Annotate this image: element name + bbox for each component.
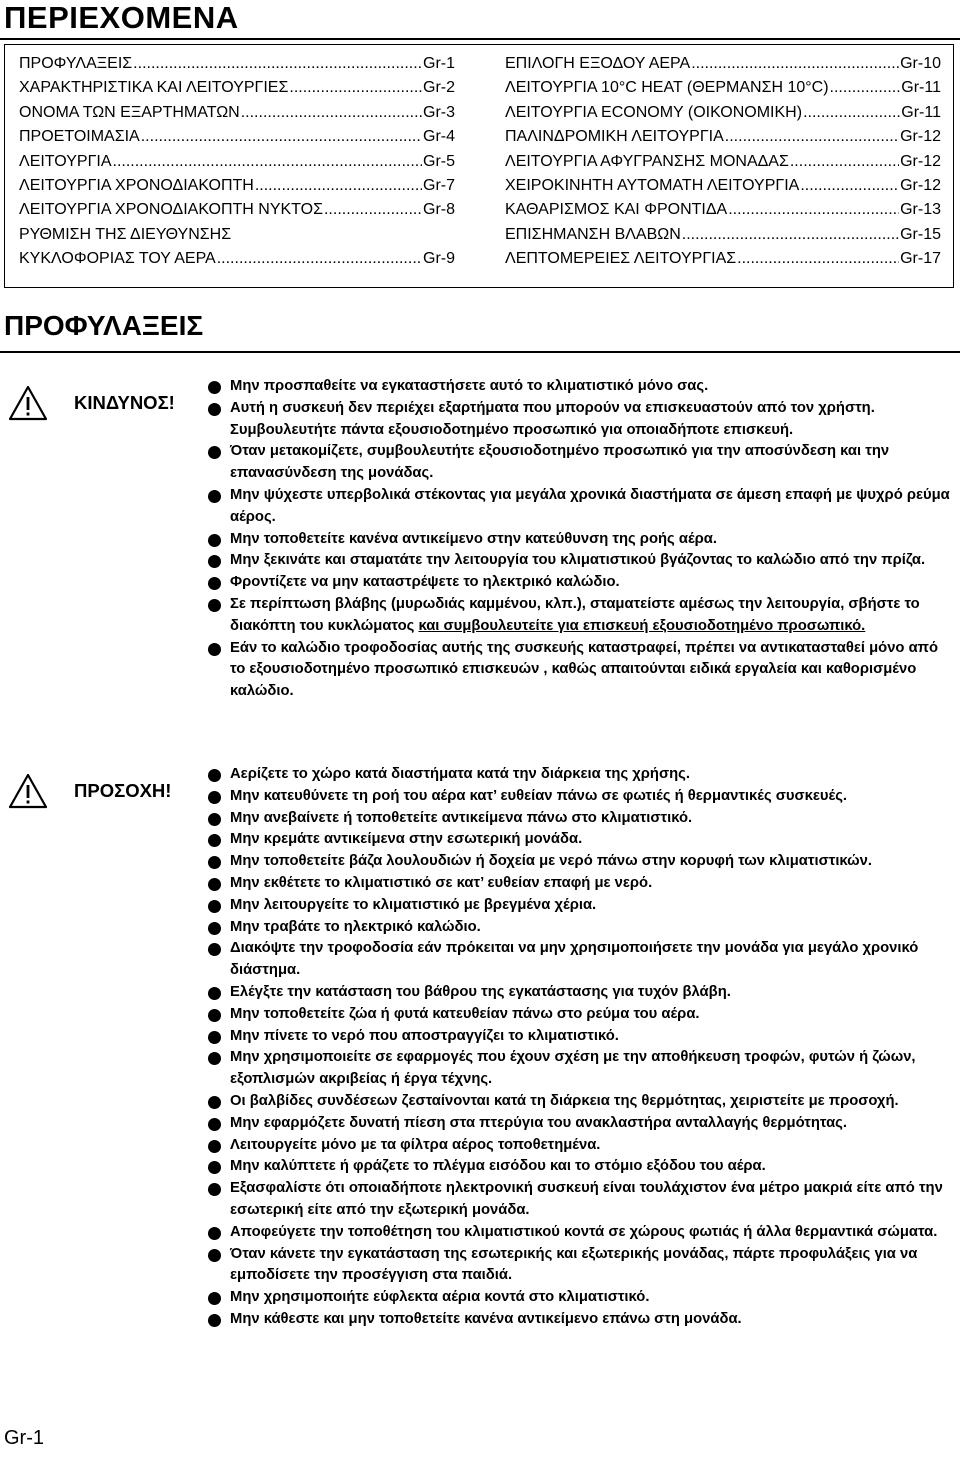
bullet-icon: [208, 943, 221, 956]
bullet-icon: [208, 834, 221, 847]
bullet-icon: [208, 1009, 221, 1022]
bullet-icon: [208, 1227, 221, 1240]
bullet-icon: [208, 922, 221, 935]
list-item: Εξασφαλίστε ότι οποιαδήποτε ηλεκτρονική συσκευή είναι τουλάχιστον ένα μέτρο μακριά είτε από την εσωτερική είτε από την εξωτερική μονάδα.: [208, 1178, 950, 1222]
bullet-icon: [208, 987, 221, 1000]
table-of-contents: [4, 44, 954, 288]
warning-triangle-icon: [8, 773, 48, 809]
list-item: Μην εφαρμόζετε δυνατή πίεση στα πτερύγια του ανακλαστήρα ανταλλαγής θερμότητας.: [208, 1113, 950, 1135]
list-item: Εάν το καλώδιο τροφοδοσίας αυτής της συσκευής καταστραφεί, πρέπει να αντικατασταθεί μόνο από το εξουσιοδοτημένο προσωπικό επισκευών , καθώς απαιτούνται ειδικά εργαλεία και καθορισμένο καλώδιο.: [208, 638, 950, 703]
toc-entry[interactable]: ΛΕΙΤΟΥΡΓΙΑ ..... Gr-5: [19, 153, 455, 177]
toc-entry[interactable]: ΛΕΙΤΟΥΡΓΙΑ ΑΦΥΓΡΑΝΣΗΣ ΜΟΝΑΔΑΣ ..... Gr-12: [505, 153, 941, 177]
danger-heading: [8, 385, 175, 421]
danger-list: [208, 376, 950, 703]
list-item: Μην καλύπτετε ή φράζετε το πλέγμα εισόδου και το στόμιο εξόδου του αέρα.: [208, 1156, 950, 1178]
toc-entry[interactable]: ΠΡΟΕΤΟΙΜΑΣΙΑ ..... Gr-4: [19, 128, 455, 152]
list-item: Μην ψύχεστε υπερβολικά στέκοντας για μεγάλα χρονικά διαστήματα σε άμεση επαφή με ψυχρό ρεύμα αέρος.: [208, 485, 950, 529]
bullet-icon: [208, 1118, 221, 1131]
list-item: Μην τοποθετείτε ζώα ή φυτά κατευθείαν πάνω στο ρεύμα του αέρα.: [208, 1004, 950, 1026]
caution-list: [208, 764, 950, 1331]
bullet-icon: [208, 900, 221, 913]
list-item: Μην ανεβαίνετε ή τοποθετείτε αντικείμενα πάνω στο κλιματιστικό.: [208, 808, 950, 830]
list-item: Φροντίζετε να μην καταστρέψετε το ηλεκτρικό καλώδιο.: [208, 572, 950, 594]
list-item: Μην τοποθετείτε βάζα λουλουδιών ή δοχεία με νερό πάνω στην κορυφή των κλιματιστικών.: [208, 851, 950, 873]
toc-entry[interactable]: ΕΠΙΣΗΜΑΝΣΗ ΒΛΑΒΩΝ ..... Gr-15: [505, 226, 941, 250]
list-item: Μην χρησιμοποιείτε σε εφαρμογές που έχουν σχέση με την αποθήκευση τροφών, φυτών ή ζώων, εξοπλισμών ακριβείας ή έργα τέχνης.: [208, 1047, 950, 1091]
title-rule: [0, 38, 960, 40]
bullet-icon: [208, 813, 221, 826]
list-item: Αερίζετε το χώρο κατά διαστήματα κατά την διάρκεια της χρήσης.: [208, 764, 950, 786]
warning-triangle-icon: [8, 385, 48, 421]
bullet-icon: [208, 1314, 221, 1327]
toc-entry[interactable]: ΛΕΠΤΟΜΕΡΕΙΕΣ ΛΕΙΤΟΥΡΓΙΑΣ ..... Gr-17: [505, 250, 941, 274]
bullet-icon: [208, 1052, 221, 1065]
toc-entry[interactable]: ΚΥΚΛΟΦΟΡΙΑΣ ΤΟΥ ΑΕΡΑ ..... Gr-9: [19, 250, 455, 274]
bullet-icon: [208, 1031, 221, 1044]
bullet-icon: [208, 1161, 221, 1174]
list-item: Λειτουργείτε μόνο με τα φίλτρα αέρος τοποθετημένα.: [208, 1135, 950, 1157]
toc-entry[interactable]: ΧΑΡΑΚΤΗΡΙΣΤΙΚΑ ΚΑΙ ΛΕΙΤΟΥΡΓΙΕΣ ..... Gr-2: [19, 79, 455, 103]
list-item: Αποφεύγετε την τοποθέτηση του κλιματιστικού κοντά σε χώρους φωτιάς ή άλλα θερμαντικά σώματα.: [208, 1222, 950, 1244]
caution-label: ΠΡΟΣΟΧΗ!: [74, 780, 172, 801]
toc-entry[interactable]: ΠΑΛΙΝΔΡΟΜΙΚΗ ΛΕΙΤΟΥΡΓΙΑ ..... Gr-12: [505, 128, 941, 152]
bullet-icon: [208, 769, 221, 782]
list-item: Μην πίνετε το νερό που αποστραγγίζει το κλιματιστικό.: [208, 1026, 950, 1048]
list-item: Μην λειτουργείτε το κλιματιστικό με βρεγμένα χέρια.: [208, 895, 950, 917]
bullet-icon: [208, 599, 221, 612]
list-item: Μην τραβάτε το ηλεκτρικό καλώδιο.: [208, 917, 950, 939]
section-title: ΠΡΟΦΥΛΑΞΕΙΣ: [4, 310, 204, 341]
bullet-icon: [208, 1096, 221, 1109]
bullet-icon: [208, 534, 221, 547]
bullet-icon: [208, 643, 221, 656]
list-item: Οι βαλβίδες συνδέσεων ζεσταίνονται κατά τη διάρκεια της θερμότητας, χειριστείτε με προσοχή.: [208, 1091, 950, 1113]
toc-entry[interactable]: ΕΠΙΛΟΓΗ ΕΞΟΔΟΥ ΑΕΡΑ ..... Gr-10: [505, 55, 941, 79]
toc-entry[interactable]: ΛΕΙΤΟΥΡΓΙΑ ΧΡΟΝΟΔΙΑΚΟΠΤΗ ..... Gr-7: [19, 177, 455, 201]
page-number: Gr-1: [4, 1427, 44, 1449]
list-item: Μην ξεκινάτε και σταματάτε την λειτουργία του κλιματιστικού βγάζοντας το καλώδιο από την πρίζα.: [208, 550, 950, 572]
toc-entry[interactable]: ΟΝΟΜΑ ΤΩΝ ΕΞΑΡΤΗΜΑΤΩΝ ..... Gr-3: [19, 104, 455, 128]
bullet-icon: [208, 577, 221, 590]
bullet-icon: [208, 403, 221, 416]
bullet-icon: [208, 1249, 221, 1262]
list-item: Μην χρησιμοποιήτε εύφλεκτα αέρια κοντά στο κλιματιστικό.: [208, 1287, 950, 1309]
list-item: Όταν μετακομίζετε, συμβουλευτήτε εξουσιοδοτημένο προσωπικό για την αποσύνδεση και την επανασύνδεση της μονάδας.: [208, 441, 950, 485]
list-item: Ελέγξτε την κατάσταση του βάθρου της εγκατάστασης για τυχόν βλάβη.: [208, 982, 950, 1004]
toc-entry[interactable]: ΠΡΟΦΥΛΑΞΕΙΣ ..... Gr-1: [19, 55, 455, 79]
toc-entry[interactable]: ΚΑΘΑΡΙΣΜΟΣ ΚΑΙ ΦΡΟΝΤΙΔΑ ..... Gr-13: [505, 201, 941, 225]
section-rule: [0, 351, 960, 353]
bullet-icon: [208, 856, 221, 869]
page-title: ΠΕΡΙΕΧΟΜΕΝΑ: [4, 0, 239, 35]
caution-heading: [8, 773, 171, 809]
list-item: Μην τοποθετείτε κανένα αντικείμενο στην κατεύθυνση της ροής αέρα.: [208, 529, 950, 551]
list-item: Σε περίπτωση βλάβης (μυρωδιάς καμμένου, κλπ.), σταματείστε αμέσως την λειτουργία, σβήστε το διακόπτη του κυκλώματος και συμβουλευτείτε για επισκευή εξουσιοδοτημένο προσωπικό.: [208, 594, 950, 638]
bullet-icon: [208, 1140, 221, 1153]
list-item: Αυτή η συσκευή δεν περιέχει εξαρτήματα που μπορούν να επισκευαστούν από τον χρήστη. Συμβουλευτήτε πάντα εξουσιοδοτημένο προσωπικό για οποιαδήποτε επισκευή.: [208, 398, 950, 442]
toc-entry[interactable]: ΛΕΙΤΟΥΡΓΙΑ ΧΡΟΝΟΔΙΑΚΟΠΤΗ ΝΥΚΤΟΣ ..... Gr-8: [19, 201, 455, 225]
bullet-icon: [208, 490, 221, 503]
list-item: Μην κρεμάτε αντικείμενα στην εσωτερική μονάδα.: [208, 829, 950, 851]
toc-left-column: [19, 55, 455, 275]
toc-entry[interactable]: ΡΥΘΜΙΣΗ ΤΗΣ ΔΙΕΥΘΥΝΣΗΣ: [19, 225, 232, 243]
danger-label: ΚΙΝΔΥΝΟΣ!: [74, 392, 175, 413]
toc-entry[interactable]: ΛΕΙΤΟΥΡΓΙΑ 10°C HEAT (ΘΕΡΜΑΝΣΗ 10°C) ..... Gr-11: [505, 79, 941, 103]
bullet-icon: [208, 555, 221, 568]
list-item: Μην εκθέτετε το κλιματιστικό σε κατ’ ευθείαν επαφή με νερό.: [208, 873, 950, 895]
bullet-icon: [208, 446, 221, 459]
list-item: Διακόψτε την τροφοδοσία εάν πρόκειται να μην χρησιμοποιήσετε την μονάδα για μεγάλο χρονικό διάστημα.: [208, 938, 950, 982]
bullet-icon: [208, 1183, 221, 1196]
bullet-icon: [208, 381, 221, 394]
bullet-icon: [208, 1292, 221, 1305]
toc-entry[interactable]: ΛΕΙΤΟΥΡΓΙΑ ECONOMY (ΟΙΚΟΝΟΜΙΚΗ) ..... Gr-11: [505, 104, 941, 128]
bullet-icon: [208, 791, 221, 804]
toc-right-column: [505, 55, 941, 275]
list-item: Όταν κάνετε την εγκατάσταση της εσωτερικής και εξωτερικής μονάδας, πάρτε προφυλάξεις για να εμποδίσετε την προσέγγιση στα παιδιά.: [208, 1244, 950, 1288]
list-item: Μην κάθεστε και μην τοποθετείτε κανένα αντικείμενο επάνω στη μονάδα.: [208, 1309, 950, 1331]
list-item: Μην προσπαθείτε να εγκαταστήσετε αυτό το κλιματιστικό μόνο σας.: [208, 376, 950, 398]
list-item: Μην κατευθύνετε τη ροή του αέρα κατ’ ευθείαν πάνω σε φωτιές ή θερμαντικές συσκευές.: [208, 786, 950, 808]
toc-entry[interactable]: ΧΕΙΡΟΚΙΝΗΤΗ ΑΥΤΟΜΑΤΗ ΛΕΙΤΟΥΡΓΙΑ ..... Gr-12: [505, 177, 941, 201]
bullet-icon: [208, 878, 221, 891]
